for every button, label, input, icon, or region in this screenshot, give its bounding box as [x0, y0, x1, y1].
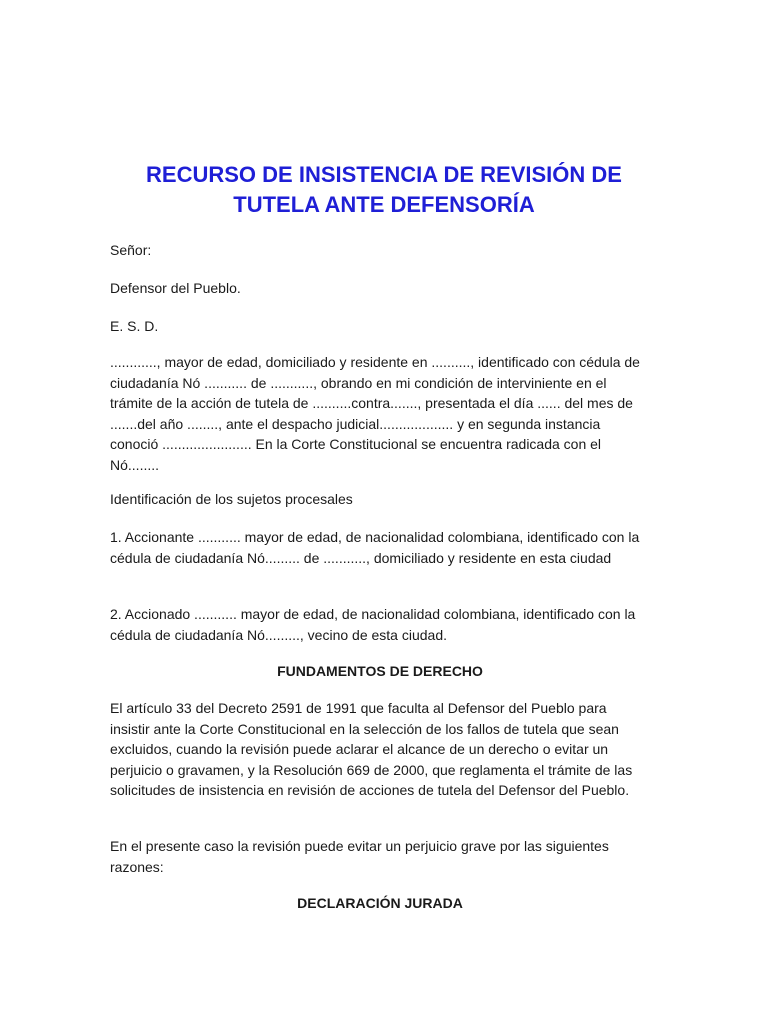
subject-accionado: 2. Accionado ........... mayor de edad, de nacionalidad colombiana, identificado con la cédula de ciudadanía Nó........., vecino de esta ciudad.: [110, 606, 636, 643]
document-title: [80, 160, 688, 220]
salutation: Señor:: [110, 242, 152, 258]
addressee: Defensor del Pueblo.: [110, 280, 241, 296]
declaracion-heading: DECLARACIÓN JURADA: [297, 895, 463, 911]
fundamentos-paragraph: El artículo 33 del Decreto 2591 de 1991 que faculta al Defensor del Pueblo para insistir ante la Corte Constitucional en la selección de los fallos de tutela que sean excluidos, cuando la revisión puede aclarar el alcance de un derecho o evitar un perjuicio o gravamen, y la Resolución 669 de 2000, que reglamenta el trámite de las solicitudes de insistencia en revisión de acciones de tutela del Defensor del Pueblo.: [110, 700, 633, 798]
intro-paragraph: ............, mayor de edad, domiciliado y residente en .........., identificado con cédula de ciudadanía Nó ........... de ..........., obrando en mi condición de interviniente en el trámite de la acción de tutela de ..........contra......., presentada el día ...... del mes de .......del año ........, ante el despacho judicial................... y en segunda instancia conoció ....................... En la Corte Constitucional se encuentra radicada con el Nó........: [110, 354, 640, 473]
title-line-2: TUTELA ANTE DEFENSORÍA: [233, 192, 535, 217]
subjects-heading: Identificación de los sujetos procesales: [110, 491, 353, 507]
esd-line: E. S. D.: [110, 318, 159, 334]
fundamentos-heading: FUNDAMENTOS DE DERECHO: [277, 663, 483, 679]
caso-paragraph: En el presente caso la revisión puede evitar un perjuicio grave por las siguientes razones:: [110, 838, 609, 875]
subject-accionante: 1. Accionante ........... mayor de edad, de nacionalidad colombiana, identificado con la cédula de ciudadanía Nó......... de ..........., domiciliado y residente en esta ciudad: [110, 529, 640, 566]
title-line-1: RECURSO DE INSISTENCIA DE REVISIÓN DE: [146, 162, 622, 187]
